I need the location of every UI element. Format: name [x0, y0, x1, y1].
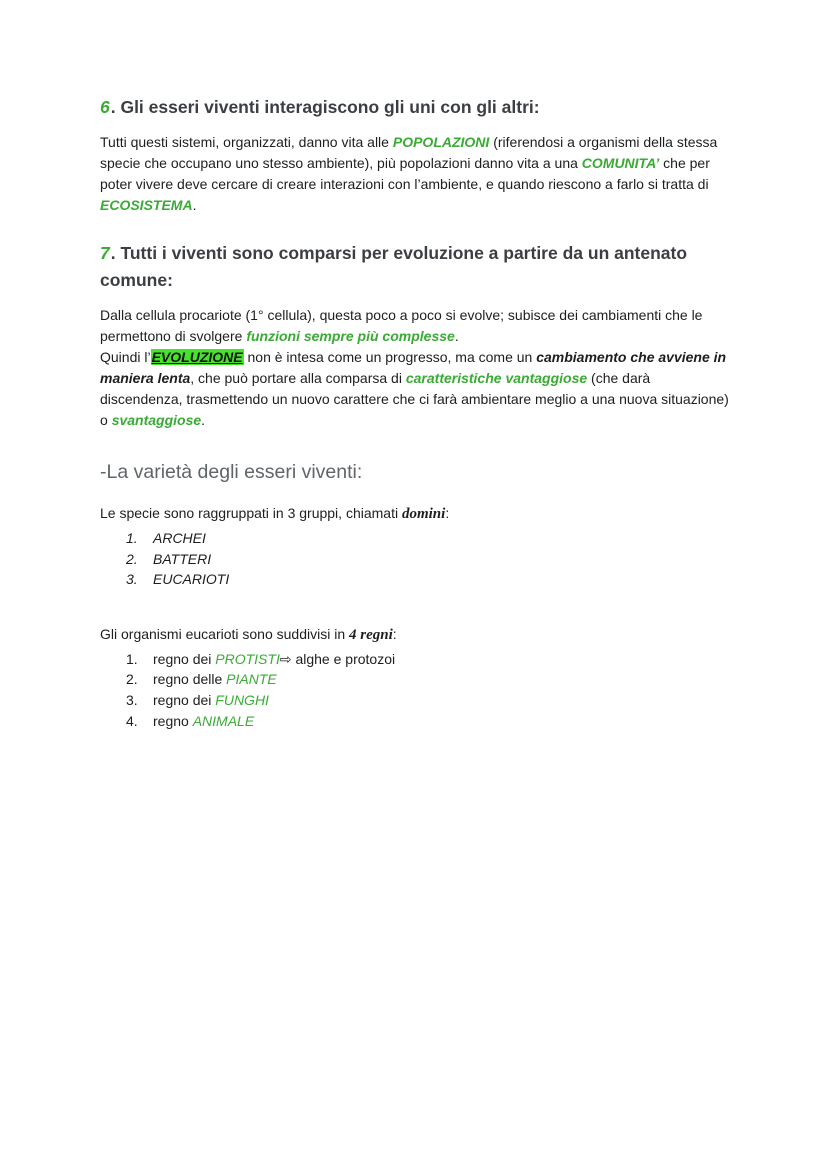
- text-run: regno dei: [153, 650, 216, 667]
- word-4-regni: 4 regni: [349, 627, 393, 644]
- section-6-number: 6: [100, 97, 110, 117]
- domini-intro: [100, 503, 734, 526]
- keyword-animale: ANIMALE: [192, 712, 255, 729]
- list-number: 4.: [126, 712, 138, 729]
- text-run: regno dei: [153, 691, 216, 708]
- text-run: (che darà discendenza, trasmettendo un nuovo carattere che ci farà ambientare meglio a una nuova situazione) o: [100, 370, 729, 429]
- list-item-animale: [100, 711, 734, 732]
- list-item-batteri: [100, 549, 734, 570]
- section-7-heading: [100, 240, 734, 294]
- keyword-evoluzione-highlighted: EVOLUZIONE: [151, 349, 243, 366]
- text-run: che per poter vivere deve cercare di creare interazioni con l’ambiente, e quando riescono a farlo si tratta di: [100, 155, 710, 193]
- regni-intro: [100, 624, 734, 647]
- list-number: 2.: [126, 550, 138, 567]
- list-item-eucarioti: [100, 569, 734, 590]
- section-7-paragraph-1: [100, 305, 734, 347]
- section-6-title: . Gli esseri viventi interagiscono gli uni con gli altri:: [110, 97, 540, 117]
- text-run: .: [192, 197, 197, 214]
- subheading-varieta-viventi: -La varietà degli esseri viventi:: [100, 461, 363, 484]
- list-item-funghi: [100, 690, 734, 711]
- keyword-funghi: FUNGHI: [215, 691, 269, 708]
- domini-list: [100, 528, 734, 590]
- keyword-caratteristiche-vantaggiose: caratteristiche vantaggiose: [405, 370, 588, 387]
- text-run: alghe e protozoi: [291, 650, 396, 667]
- section-6-paragraph: [100, 132, 734, 216]
- right-arrow-icon: ⇨: [279, 650, 292, 667]
- text-run: non è intesa come un progresso, ma come un: [243, 349, 537, 366]
- list-item-label: EUCARIOTI: [153, 571, 230, 588]
- text-run: :: [392, 626, 397, 643]
- list-number: 3.: [126, 571, 138, 588]
- text-run: , che può portare alla comparsa di: [190, 370, 406, 387]
- list-number: 3.: [126, 691, 138, 708]
- list-number: 1.: [126, 529, 138, 546]
- keyword-funzioni-complesse: funzioni sempre più complesse: [246, 328, 455, 345]
- list-item-protisti: [100, 649, 734, 670]
- keyword-cambiamento-lento: cambiamento che avviene in maniera lenta: [100, 349, 727, 387]
- text-run: Gli organismi eucarioti sono suddivisi in: [100, 626, 349, 643]
- section-7-paragraph-2: [100, 347, 734, 431]
- list-item-piante: [100, 669, 734, 690]
- keyword-svantaggiose: svantaggiose: [111, 412, 202, 429]
- text-run: :: [445, 505, 450, 522]
- keyword-comunita: COMUNITA’: [581, 155, 660, 172]
- section-7-title: . Tutti i viventi sono comparsi per evoluzione a partire da un antenato comune:: [100, 243, 688, 291]
- text-run: .: [454, 328, 459, 345]
- list-number: 2.: [126, 671, 138, 688]
- text-run: Tutti questi sistemi, organizzati, danno vita alle: [100, 134, 393, 151]
- text-run: .: [201, 412, 206, 429]
- regni-list: [100, 649, 734, 732]
- list-item-archei: [100, 528, 734, 549]
- keyword-protisti: PROTISTI: [215, 650, 280, 667]
- keyword-popolazioni: POPOLAZIONI: [392, 134, 490, 151]
- text-run: regno delle: [153, 671, 227, 688]
- section-7-number: 7: [100, 243, 110, 264]
- text-run: Le specie sono raggruppati in 3 gruppi, chiamati: [100, 505, 402, 522]
- list-item-label: ARCHEI: [153, 529, 206, 546]
- list-number: 1.: [126, 650, 138, 667]
- text-run: regno: [153, 712, 193, 729]
- section-6-heading: [100, 94, 734, 121]
- text-run: Dalla cellula procariote (1° cellula), questa poco a poco si evolve; subisce dei cambiamenti che le permettono di svolgere: [100, 307, 703, 345]
- text-run: (riferendosi a organismi della stessa specie che occupano uno stesso ambiente), più popolazioni danno vita a una: [100, 134, 718, 172]
- word-domini: domini: [401, 506, 446, 523]
- keyword-piante: PIANTE: [226, 671, 277, 688]
- keyword-ecosistema: ECOSISTEMA: [100, 197, 193, 214]
- text-run: Quindi l’: [100, 349, 151, 366]
- document-content: [100, 94, 734, 731]
- list-item-label: BATTERI: [153, 550, 212, 567]
